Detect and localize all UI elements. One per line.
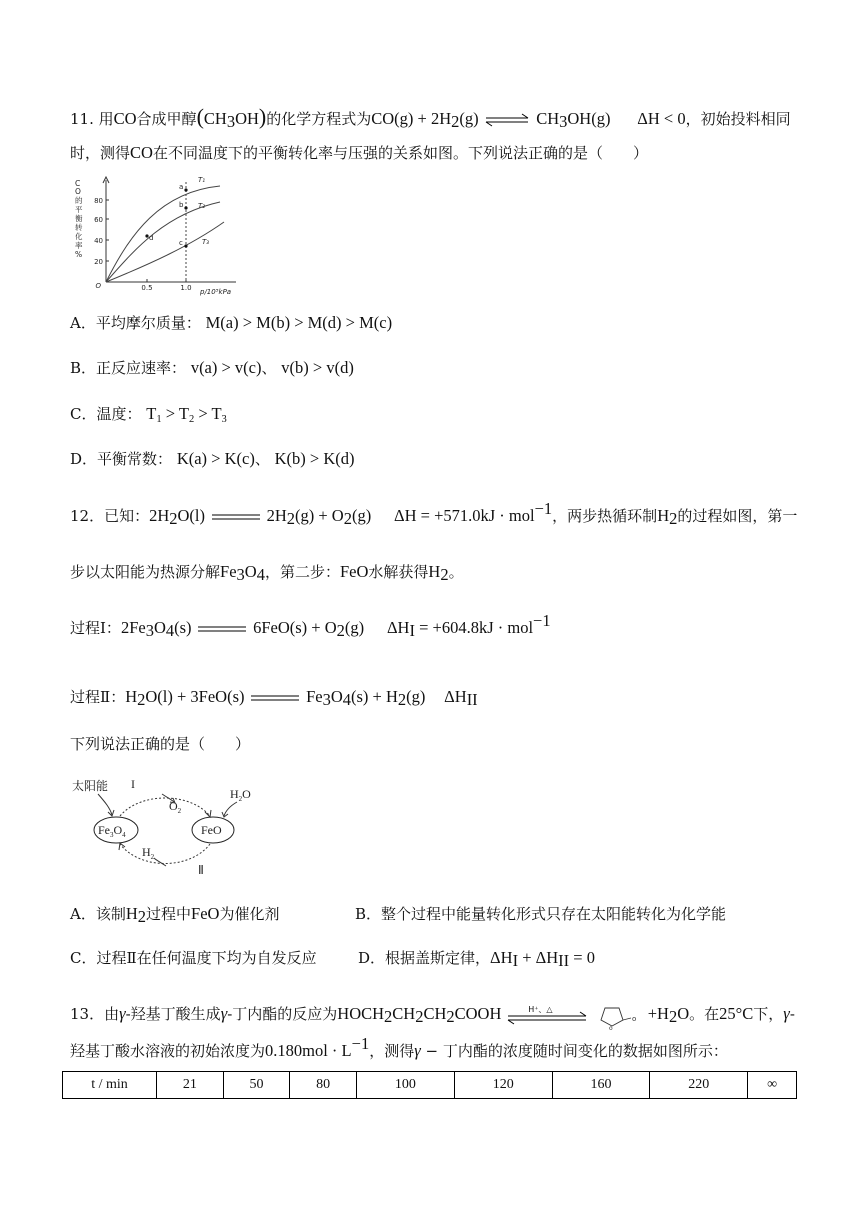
lactone-structure-icon [593,1002,643,1032]
curve-T1 [106,186,220,282]
q12-process-2: 过程Ⅱ：$H_2O(l) + 3FeO(s) Fe_3O_4(s) + H_2(g)$ $\Delta H_{II}$ [70,687,478,709]
step2-label: Ⅱ [198,863,204,877]
table-cell: 160 [552,1072,650,1099]
q11-option-c[interactable]: C．温度： $T_1 > T_2 > T_3$ [70,404,227,425]
h2-arrow [154,858,166,866]
curve-T3 [106,222,224,282]
equals-arrow-icon [211,513,261,521]
table-row [63,1072,797,1099]
y-label-char: C [75,179,81,188]
q12-option-a[interactable]: A．该制$H_2$过程中FeO为催化剂 [70,904,280,926]
point-label-b: b [179,201,184,209]
q12-line1: 12．已知：$2H_2O(l) 2H_2(g) + O_2(g) \Delta H = +571.0kJ \cdot mol^{-1}$，两步热循环制$H_2$的过程如图，第一 [70,499,798,528]
y-tick-label: 40 [94,237,103,245]
table-cell: 21 [157,1072,224,1099]
q12-process-1: 过程Ⅰ：$2Fe_3O_4(s) 6FeO(s) + O_2(g) \Delta H_I = +604.8kJ \cdot mol^{-1}$ [70,611,551,640]
equals-arrow-icon [250,694,300,702]
sun-label: 太阳能 [72,779,109,793]
table-header-cell: t / min [63,1072,157,1099]
table-cell: 220 [650,1072,748,1099]
point-label-d: d [149,234,154,242]
q12-cycle-diagram [70,774,270,878]
h2o-arrow [224,802,237,816]
step1-label: I [131,777,135,791]
reaction-arrow: H⁺、△ [506,1004,588,1026]
y-label-char: O [75,187,81,196]
q13-line2: 羟基丁酸水溶液的初始浓度为$0.180mol \cdot L^{-1}$，测得γ − 丁内酯的浓度随时间变化的数据如图所示： [70,1034,728,1060]
q11-option-b[interactable]: B．正反应速率： v(a) > v(c)、 v(b) > v(d) [70,358,354,377]
feo-node-label: FeO [201,823,222,837]
equilibrium-arrow-icon [506,1012,588,1024]
y-tick-label: 20 [94,258,103,266]
q12-option-c[interactable]: C．过程Ⅱ在任何温度下均为自发反应 [70,949,317,967]
equals-arrow-icon [197,625,247,633]
cycle-arrow-bottom [120,844,210,864]
y-label-char: 平 [75,205,83,214]
q12-option-d[interactable]: D．根据盖斯定律，$\Delta H_I + \Delta H_{II} = 0$ [358,948,595,970]
x-tick-label: 1.0 [180,284,192,292]
y-axis-label [75,179,83,259]
h2-label: $H_2$ [142,845,155,861]
equilibrium-arrow-icon [484,114,530,126]
y-tick-label: 80 [94,197,103,205]
q12-line2: 步以太阳能为热源分解$Fe_3O_4$，第二步：FeO水解获得$H_2$。 [70,562,464,584]
q11-option-d[interactable]: D．平衡常数： K(a) > K(c)、 K(b) > K(d) [70,449,355,468]
h2o-label: $H_2O$ [230,787,251,803]
table-cell: 50 [223,1072,290,1099]
y-label-char: 转 [75,223,83,232]
curve-label-T1: T₁ [198,176,206,184]
sun-arrow [98,794,112,815]
point-label-c: c [179,239,183,247]
cycle-arrow-top [120,798,210,816]
point-a [184,188,187,191]
x-tick-label: 0.5 [141,284,153,292]
y-label-char: 化 [75,232,83,241]
y-label-char: % [75,250,83,259]
y-label-char: 的 [75,196,83,205]
q11-line1: 11. 用CO合成甲醇$(CH_3OH)$的化学方程式为$CO(g) + 2H_2(g)$ $CH_3OH(g) \Delta H < 0$，初始投料相同 [70,104,791,131]
q13-line1: 13．由γ-羟基丁酸生成γ-丁内酯的反应为$HOCH_2CH_2CH_2COOH$ H⁺、△ o o $+H_2O$。在25°C下，γ- [70,1004,795,1032]
q11-line2: 时，测得CO在不同温度下的平衡转化率与压强的关系如图。下列说法正确的是（ ） [70,143,648,162]
y-tick-label: 60 [94,216,103,224]
origin-label: O [95,282,101,290]
q12-option-b[interactable]: B．整个过程中能量转化形式只存在太阳能转化为化学能 [355,905,727,923]
table-cell: ∞ [748,1072,797,1099]
o2-label: $O_2$ [169,799,182,815]
table-cell: 120 [454,1072,552,1099]
q12-question: 下列说法正确的是（ ） [70,735,251,753]
table-cell: 100 [357,1072,455,1099]
table-cell: 80 [290,1072,357,1099]
point-b [184,206,187,209]
q11-option-a[interactable]: A．平均摩尔质量： M(a) > M(b) > M(d) > M(c) [70,313,393,332]
point-label-a: a [179,183,184,191]
fe3o4-node-label: $Fe_3O_4$ [98,823,126,839]
curve-label-T3: T₃ [202,238,210,246]
y-label-char: 衡 [75,214,83,223]
q13-data-table [62,1071,797,1099]
svg-text:o: o [631,1015,637,1023]
curve-label-T2: T₂ [198,202,206,210]
x-axis-label: p/10⁵kPa [200,288,232,296]
q11-conversion-chart [70,174,280,300]
svg-text:o: o [608,1025,613,1032]
point-c [184,244,187,247]
y-label-char: 率 [75,241,83,250]
